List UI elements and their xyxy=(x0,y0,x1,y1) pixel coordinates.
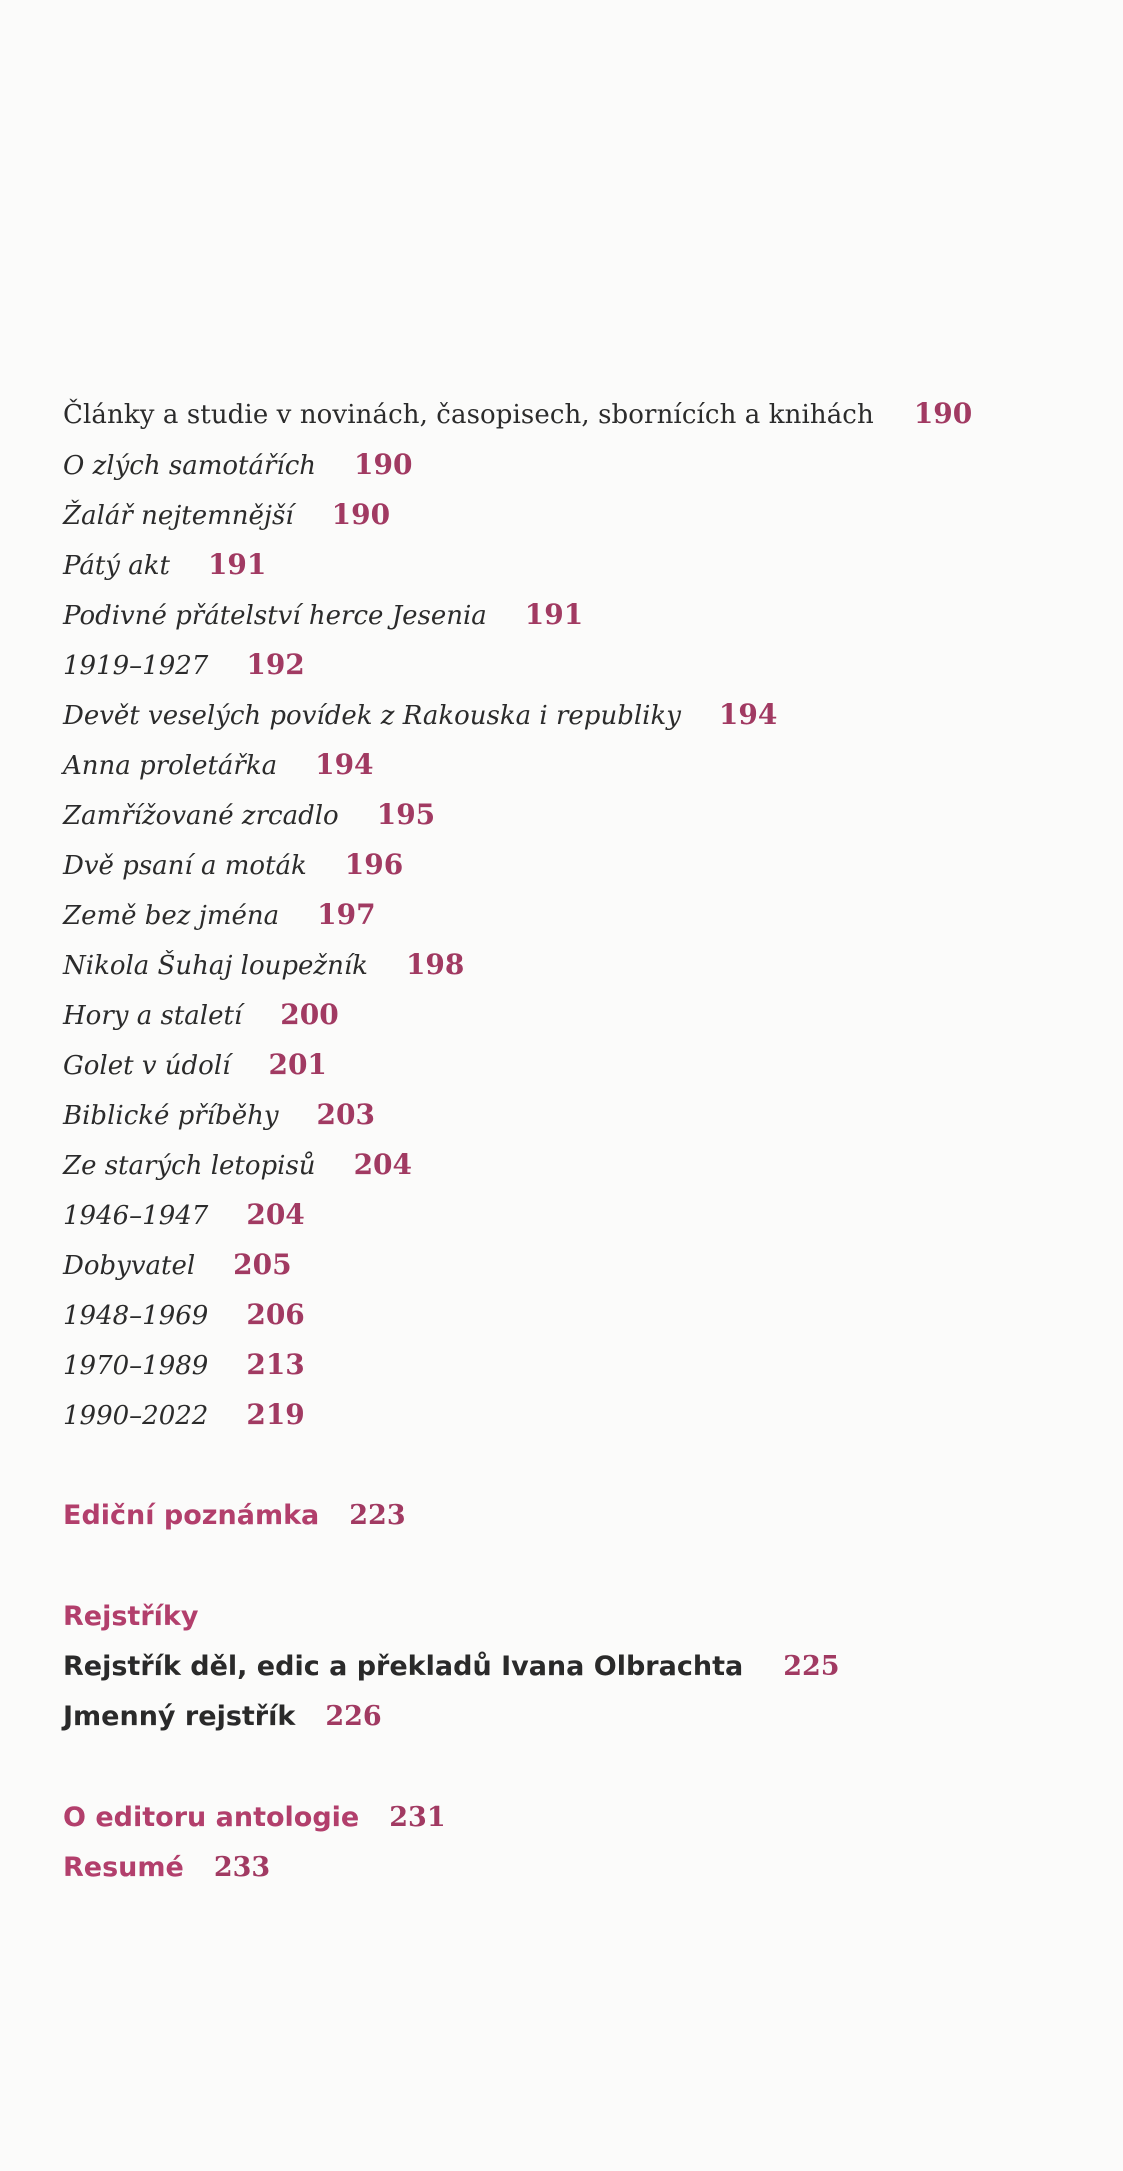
toc-entry xyxy=(63,848,404,881)
toc-entry xyxy=(63,1098,375,1131)
toc-entry xyxy=(63,1348,305,1381)
toc-entry xyxy=(63,698,778,731)
toc-entry xyxy=(63,948,465,981)
toc-entry-title: 1990–2022 xyxy=(63,1401,209,1431)
toc-page-number: 231 xyxy=(389,1802,446,1833)
toc-entry xyxy=(63,798,436,831)
toc-entry-title: Biblické příběhy xyxy=(63,1101,279,1131)
toc-entry xyxy=(63,1198,305,1231)
toc-works-index xyxy=(63,1653,840,1680)
toc-page-number: 201 xyxy=(268,1048,327,1081)
toc-page-number: 194 xyxy=(718,698,778,731)
toc-entry-title: O zlých samotářích xyxy=(63,451,317,481)
toc-about-editor xyxy=(63,1804,446,1831)
toc-entry-title: Pátý akt xyxy=(63,551,170,581)
toc-entry xyxy=(63,1398,305,1431)
toc-entry xyxy=(63,498,391,531)
toc-entry xyxy=(63,1048,327,1081)
toc-entry xyxy=(63,898,376,931)
toc-entry-title: Devět veselých povídek z Rakouska i republiky xyxy=(63,701,681,731)
toc-section-title: Resumé xyxy=(63,1852,184,1883)
toc-page-number: 219 xyxy=(246,1398,305,1431)
toc-page-number: 194 xyxy=(315,748,374,781)
toc-section-title: Rejstříky xyxy=(63,1601,199,1632)
toc-page-number: 192 xyxy=(246,648,305,681)
toc-entry xyxy=(63,648,305,681)
toc-entry-title: Zamřížované zrcadlo xyxy=(63,801,339,831)
toc-entry-title: Dobyvatel xyxy=(63,1251,196,1281)
toc-entry-title: Ze starých letopisů xyxy=(63,1151,316,1181)
toc-page-number: 204 xyxy=(353,1148,413,1181)
toc-subsection-title: Rejstřík děl, edic a překladů Ivana Olbrachta xyxy=(63,1651,744,1682)
toc-page-number: 195 xyxy=(376,798,436,831)
toc-entry xyxy=(63,1148,413,1181)
toc-entry xyxy=(63,448,413,481)
toc-page-number: 198 xyxy=(405,948,465,981)
toc-entry-title: Golet v údolí xyxy=(63,1051,231,1081)
toc-entry xyxy=(63,548,267,581)
toc-page-number: 223 xyxy=(349,1500,406,1531)
toc-page-number: 200 xyxy=(280,998,339,1031)
toc-entry xyxy=(63,1298,305,1331)
toc-entry xyxy=(63,598,584,631)
toc-entry-title: Podivné přátelství herce Jesenia xyxy=(63,601,487,631)
toc-page-number: 206 xyxy=(246,1298,305,1331)
toc-page-number: 203 xyxy=(316,1098,375,1131)
toc-entry-title: Žalář nejtemnější xyxy=(63,501,294,531)
toc-entry-title: 1970–1989 xyxy=(63,1351,209,1381)
toc-articles-heading xyxy=(63,397,973,430)
toc-entry xyxy=(63,998,339,1031)
toc-entry-title: 1948–1969 xyxy=(63,1301,209,1331)
toc-subsection-title: Jmenný rejstřík xyxy=(63,1701,296,1732)
toc-page-number: 190 xyxy=(331,498,391,531)
toc-entry-title: Články a studie v novinách, časopisech, sbornících a knihách xyxy=(63,400,874,430)
toc-entry-title: Hory a staletí xyxy=(63,1001,243,1031)
toc-entry-title: 1919–1927 xyxy=(63,651,209,681)
toc-page-number: 205 xyxy=(233,1248,292,1281)
toc-page-number: 233 xyxy=(213,1852,271,1883)
toc-entry-title: Země bez jména xyxy=(63,901,280,931)
toc-entry-title: Nikola Šuhaj loupežník xyxy=(63,951,368,981)
toc-page-number: 191 xyxy=(207,548,267,581)
toc-page-number: 190 xyxy=(913,397,973,430)
toc-page-number: 191 xyxy=(524,598,584,631)
toc-entry xyxy=(63,748,374,781)
toc-indexes-heading xyxy=(63,1603,198,1630)
toc-page-number: 190 xyxy=(354,448,413,481)
toc-page-number: 213 xyxy=(246,1348,305,1381)
toc-entry-title: Dvě psaní a moták xyxy=(63,851,307,881)
toc-page-number: 225 xyxy=(783,1651,840,1682)
toc-name-index xyxy=(63,1703,382,1730)
toc-section-title: O editoru antologie xyxy=(63,1802,360,1833)
toc-section-title: Ediční poznámka xyxy=(63,1500,320,1531)
toc-entry-title: Anna proletářka xyxy=(63,751,278,781)
toc-resume xyxy=(63,1854,270,1881)
toc-page-number: 204 xyxy=(246,1198,305,1231)
toc-page-number: 226 xyxy=(325,1701,382,1732)
toc-edition-note xyxy=(63,1502,406,1529)
toc-page-number: 197 xyxy=(317,898,376,931)
toc-entry xyxy=(63,1248,292,1281)
toc-entry-title: 1946–1947 xyxy=(63,1201,209,1231)
toc-page-number: 196 xyxy=(344,848,404,881)
